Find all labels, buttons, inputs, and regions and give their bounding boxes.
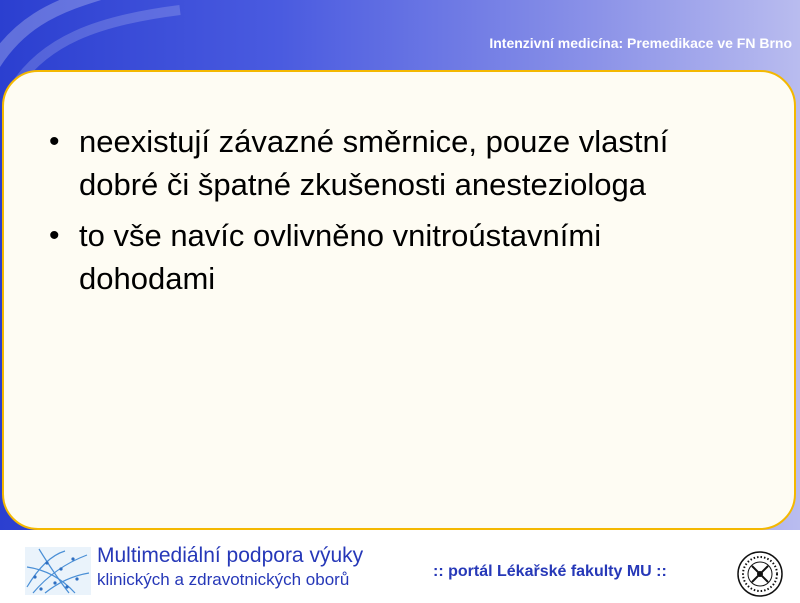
bullet-text: neexistují závazné směrnice, pouze vlastní dobré či špatné zkušenosti anesteziologa [79, 124, 669, 202]
footer-title-line1: Multimediální podpora výuky [97, 544, 364, 567]
portal-link[interactable]: :: portál Lékařské fakulty MU :: [433, 563, 667, 580]
bullet-dot-icon: • [49, 125, 60, 158]
footer [0, 530, 800, 600]
presentation-title: Intenzivní medicína: Premedikace ve FN Brno [489, 35, 792, 51]
footer-title-line2: klinických a zdravotnických oborů [97, 570, 350, 589]
bullet-item [45, 214, 745, 300]
bullet-list [45, 120, 745, 308]
network-logo-icon [25, 547, 91, 595]
bullet-text: to vše navíc ovlivněno vnitroústavními dohodami [79, 218, 602, 296]
faculty-seal-icon [736, 550, 784, 598]
bullet-item [45, 120, 745, 206]
bullet-dot-icon: • [49, 219, 60, 252]
